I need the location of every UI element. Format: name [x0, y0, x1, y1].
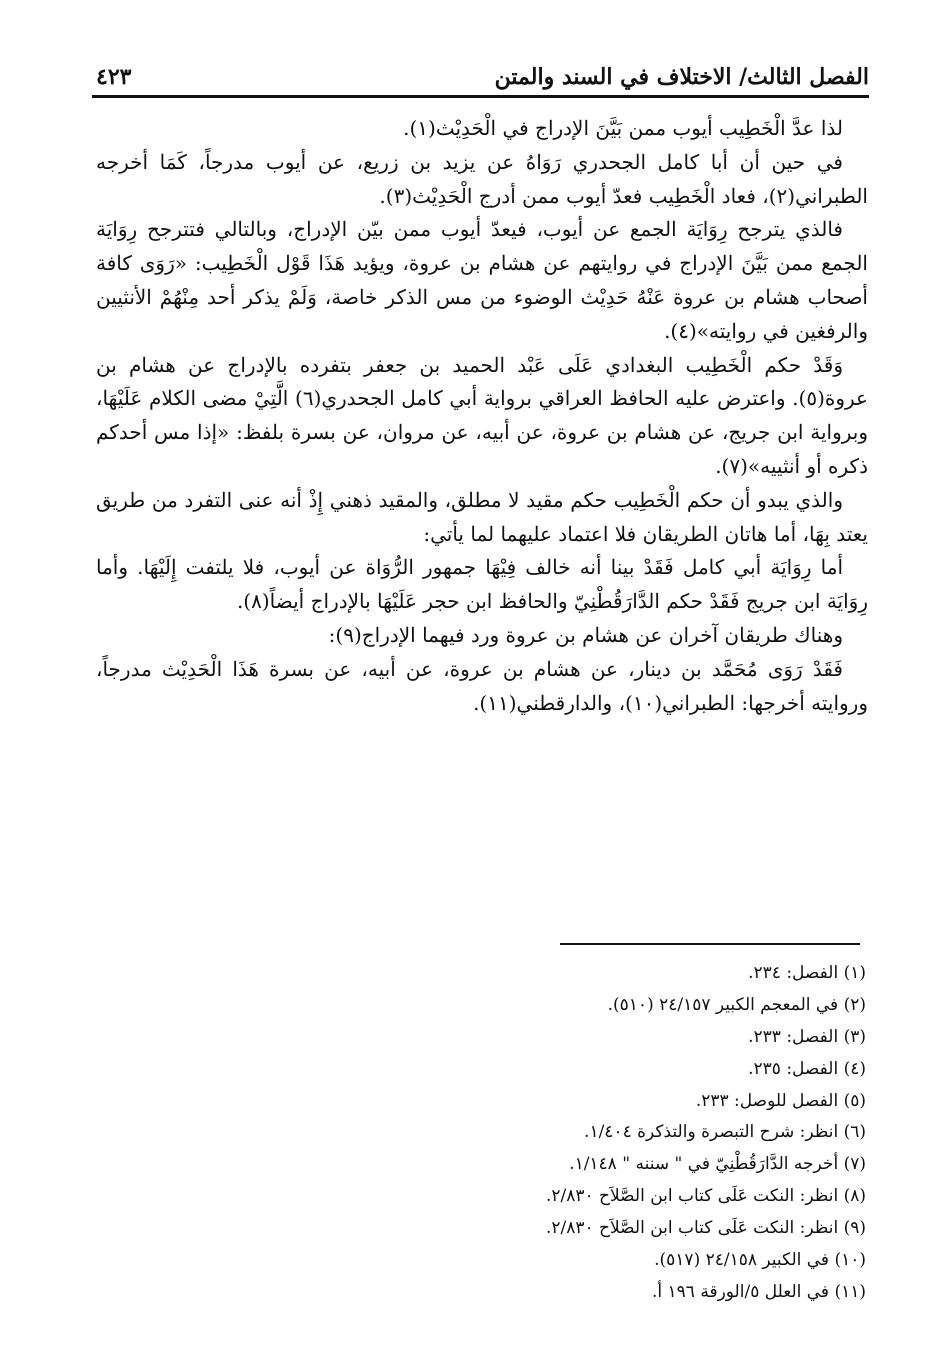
footnote: (٥) الفصل للوصل: ٢٣٣.	[695, 1090, 866, 1111]
paragraph: لذا عدَّ الْخَطِيب أيوب ممن بَيَّنَ الإدراج في الْحَدِيْث(١).	[403, 116, 843, 140]
page-number: ٤٢٣	[96, 64, 132, 90]
main-text	[96, 112, 868, 720]
paragraph: في حين أن أبا كامل الجحدري رَوَاهُ عن يزيد بن زريع، عن أيوب مدرجاً، كَمَا أخرجه الطبراني(٢)، فعاد الْخَطِيب فعدّ أيوب ممن أدرج الْحَدِيْث(٣).	[96, 149, 868, 208]
footnote: (٧) أخرجه الدَّارَقُطْنِيّ في " سننه " ١/١٤٨.	[569, 1154, 866, 1175]
footnote: (٦) انظر: شرح التبصرة والتذكرة ١/٤٠٤.	[584, 1122, 866, 1143]
paragraph: أما رِوَايَة أبي كامل فَقَدْ بينا أنه خالف فِيْهَا جمهور الرُّوَاة عن أيوب، فلا يلتفت إِلَيْهَا. وأما رِوَايَة ابن جريج فَقَدْ حكم الدَّارَقُطْنِيّ والحافظ ابن حجر عَلَيْهَا بالإدراج أيضاً(٨).	[96, 555, 868, 614]
footnotes	[96, 958, 866, 1309]
footnote: (٢) في المعجم الكبير ٢٤/١٥٧ (٥١٠).	[607, 994, 866, 1015]
footnote: (٩) انظر: النكت عَلَى كتاب ابن الصَّلاَح ٢/٨٣٠.	[545, 1218, 866, 1239]
paragraph: فالذي يترجح رِوَايَة الجمع عن أيوب، فيعدّ أيوب ممن بيّن الإدراج، وبالتالي فتترجح رِوَايَة الجمع ممن بَيَّنَ الإدراج في روايتهم عن هشام بن عروة، ويؤيد هَذَا قَوْل الْخَطِيب: «رَوَى كافة أصحاب هشام بن عروة عَنْهُ حَدِيْث الوضوء من مس الذكر خاصة، وَلَمْ يذكر أحد مِنْهُمْ الأنثيين والرفغين في روايته»(٤).	[96, 217, 868, 343]
paragraph: فَقَدْ رَوَى مُحَمَّد بن دينار، عن هشام بن عروة، عن أبيه، عن بسرة هَذَا الْحَدِيْث مدرجاً، وروايته أخرجها: الطبراني(١٠)، والدارقطني(١١).	[96, 656, 868, 715]
paragraph: وَقَدْ حكم الْخَطِيب البغدادي عَلَى عَبْد الحميد بن جعفر بتفرده بالإدراج عن هشام بن عروة(٥). واعترض عليه الحافظ العراقي برواية أبي كامل الجحدري(٦) الَّتِيْ مضى الكلام عَلَيْهَا، وبرواية ابن جريج، عن هشام بن عروة، عن أبيه، عن مروان، عن بسرة بلفظ: «إذا مس أحدكم ذكره أو أنثييه»(٧).	[96, 352, 868, 478]
footnote: (١) الفصل: ٢٣٤.	[748, 963, 866, 983]
footnote: (١٠) في الكبير ٢٤/١٥٨ (٥١٧).	[654, 1250, 866, 1271]
footnote: (٨) انظر: النكت عَلَى كتاب ابن الصَّلاَح ٢/٨٣٠.	[545, 1186, 866, 1207]
footnote: (٣) الفصل: ٢٣٣.	[748, 1026, 866, 1047]
chapter-title: الفصل الثالث/ الاختلاف في السند والمتن	[494, 64, 869, 90]
running-header	[92, 58, 869, 98]
paragraph: والذي يبدو أن حكم الْخَطِيب حكم مقيد لا مطلق، والمقيد ذهني إِذْ أنه عنى التفرد من طريق يعتد بِهَا، أما هاتان الطريقان فلا اعتماد عليهما لما يأتي:	[96, 487, 868, 546]
footnote: (١١) في العلل ٥/الورقة ١٩٦ أ.	[651, 1281, 866, 1302]
paragraph: وهناك طريقان آخران عن هشام بن عروة ورد فيهما الإدراج(٩):	[328, 622, 843, 647]
footnote: (٤) الفصل: ٢٣٥.	[748, 1058, 866, 1079]
footnote-separator	[560, 943, 860, 945]
header-rule	[92, 95, 869, 98]
